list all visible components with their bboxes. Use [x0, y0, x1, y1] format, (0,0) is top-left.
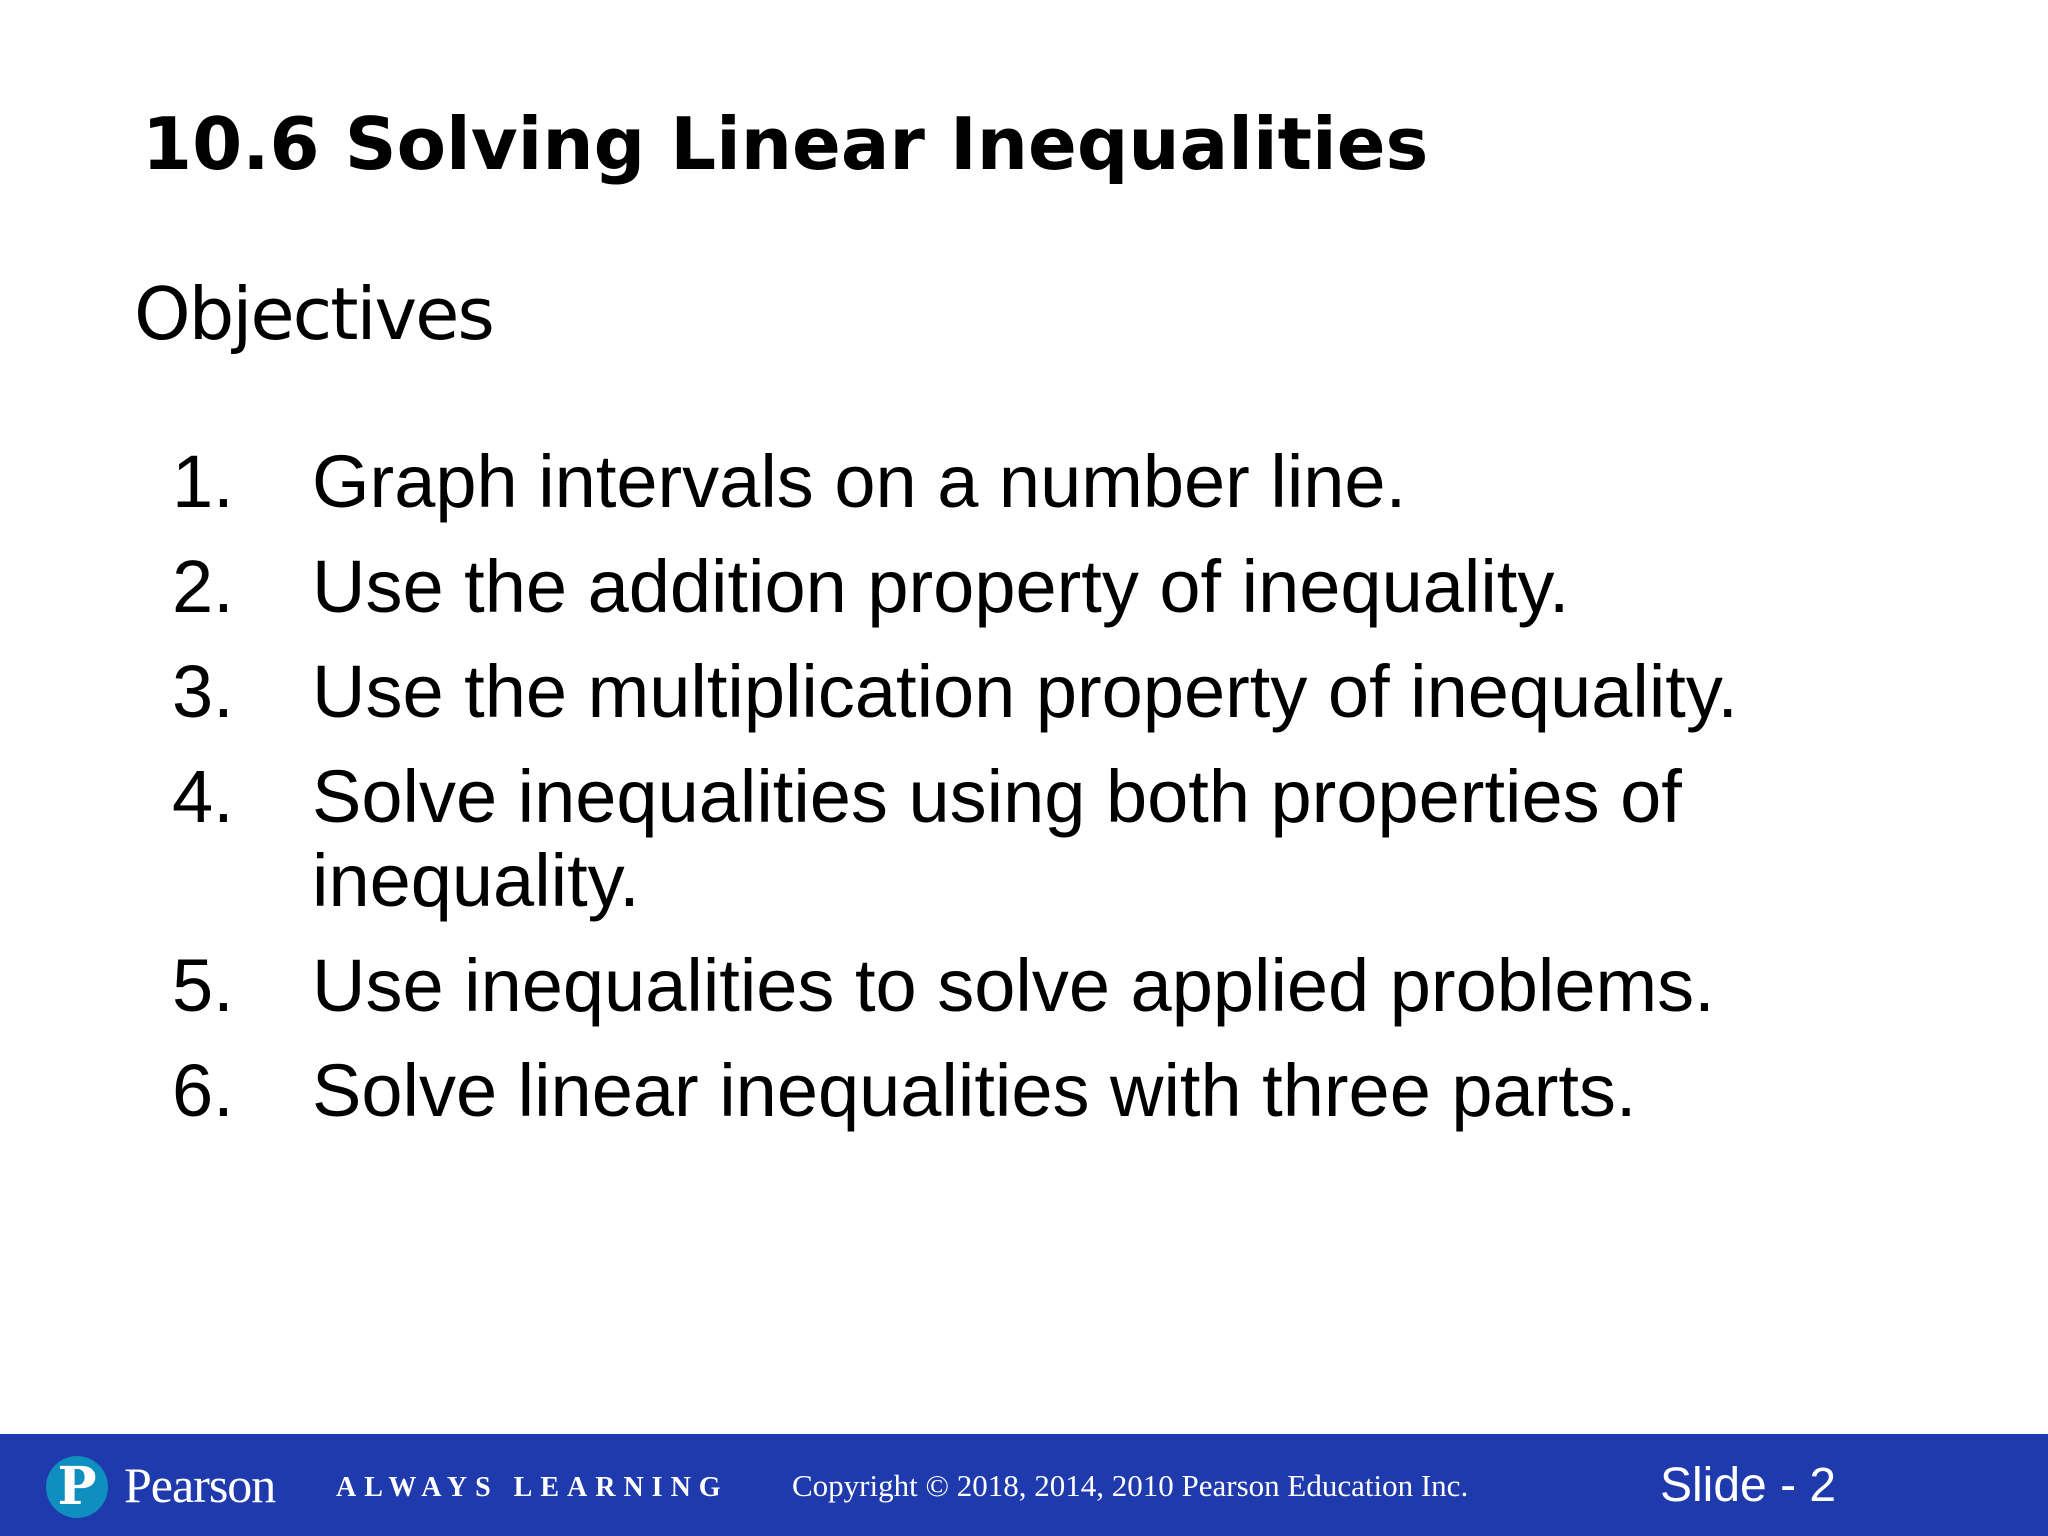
objective-item — [172, 440, 1872, 524]
objective-text: Use the multiplication property of inequality. — [312, 650, 1738, 733]
objective-item — [172, 545, 1872, 629]
objective-number: 2. — [172, 545, 234, 628]
objective-text: Solve inequalities using both properties of inequality. — [312, 755, 1682, 922]
objective-text: Solve linear inequalities with three parts. — [312, 1049, 1637, 1132]
objective-number: 6. — [172, 1049, 234, 1132]
objective-text: Graph intervals on a number line. — [312, 440, 1407, 523]
objectives-list — [172, 440, 1872, 1154]
objective-number: 1. — [172, 440, 234, 523]
objective-item — [172, 1049, 1872, 1133]
objective-item — [172, 755, 1872, 923]
objective-number: 3. — [172, 650, 234, 733]
footer-bar — [0, 1434, 2048, 1536]
objective-item — [172, 650, 1872, 734]
objective-text: Use the addition property of inequality. — [312, 545, 1570, 628]
copyright-notice: Copyright © 2018, 2014, 2010 Pearson Education Inc. — [792, 1468, 1469, 1503]
objective-number: 4. — [172, 755, 234, 838]
objective-text: Use inequalities to solve applied problems. — [312, 944, 1715, 1027]
pearson-logo-icon: P — [46, 1456, 108, 1518]
objective-item — [172, 944, 1872, 1028]
objectives-heading: Objectives — [134, 272, 493, 356]
slide-number: Slide - 2 — [1660, 1459, 1837, 1512]
objective-number: 5. — [172, 944, 234, 1027]
always-learning-tagline: ALWAYS LEARNING — [336, 1472, 729, 1503]
slide-title: 10.6 Solving Linear Inequalities — [142, 102, 1429, 186]
pearson-wordmark: Pearson — [124, 1457, 276, 1513]
